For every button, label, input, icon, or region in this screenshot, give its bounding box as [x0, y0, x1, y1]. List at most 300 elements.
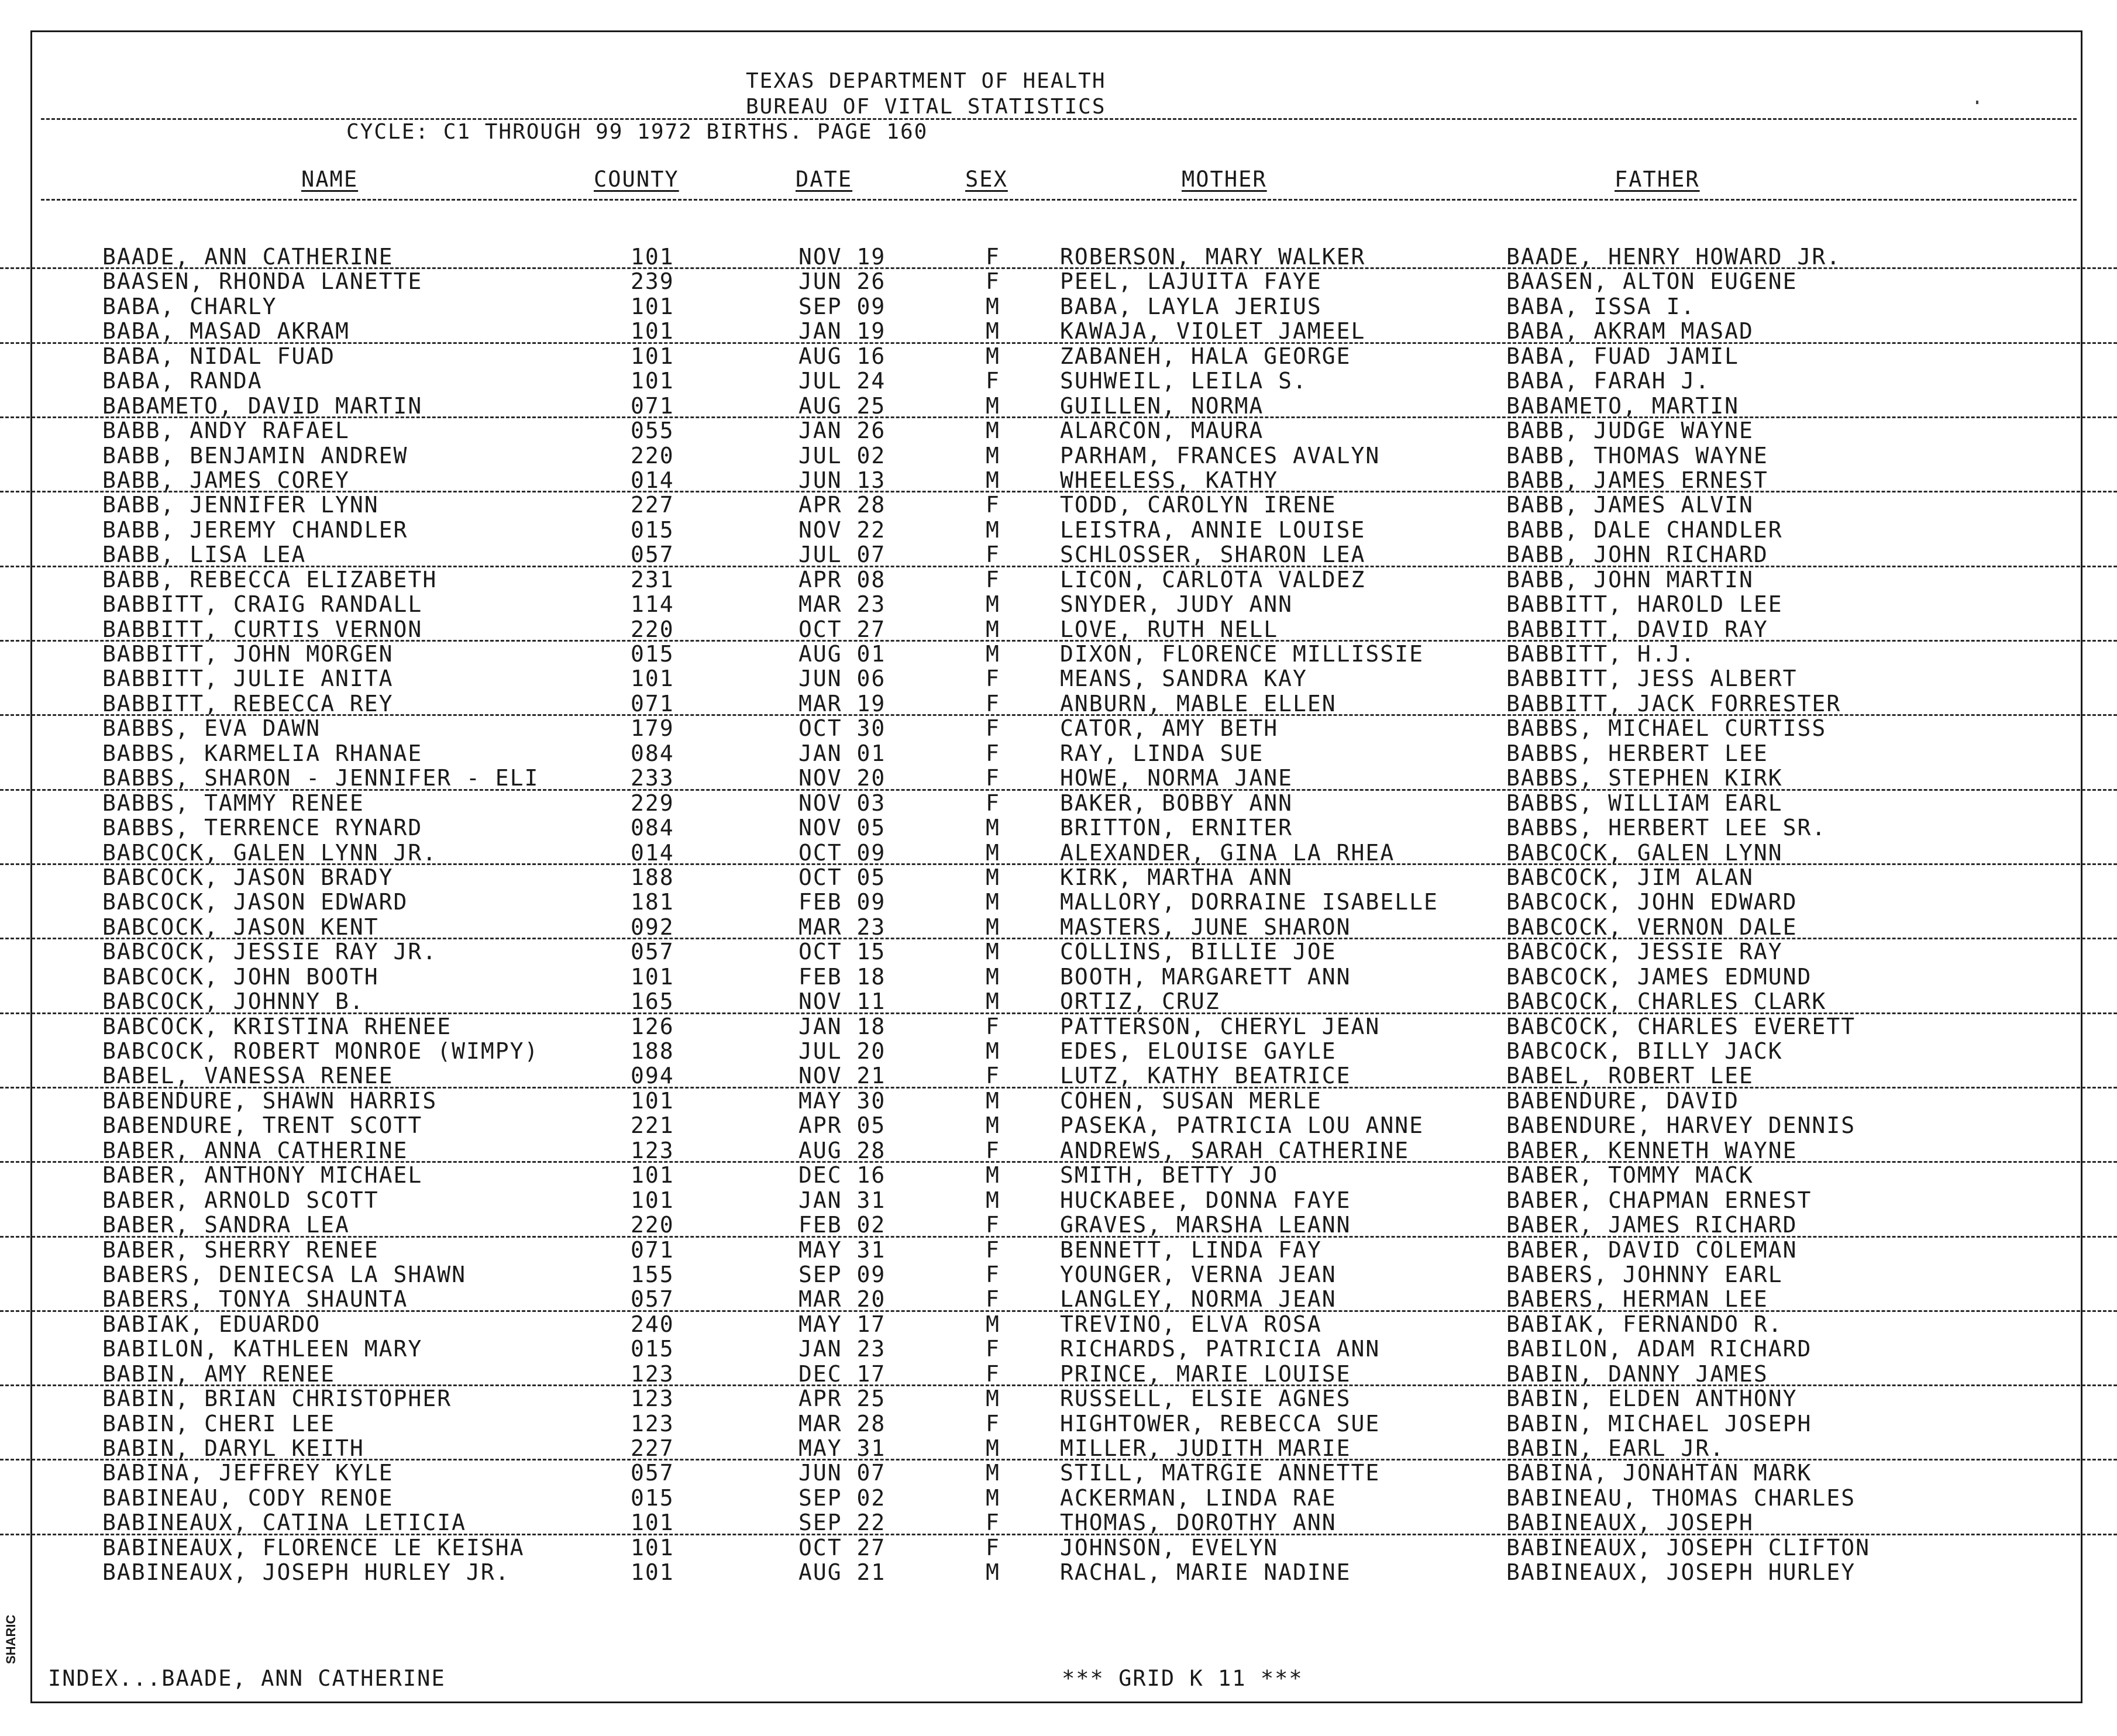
cell-mother: LOVE, RUTH NELL [1060, 616, 1279, 642]
cell-father: BABIN, ELDEN ANTHONY [1506, 1386, 1798, 1412]
cell-mother: YOUNGER, VERNA JEAN [1060, 1261, 1337, 1287]
cell-father: BAASEN, ALTON EUGENE [1506, 268, 1798, 295]
cell-name: BABA, NIDAL FUAD [102, 343, 336, 369]
cell-sex: F [986, 244, 1000, 270]
cell-mother: BAKER, BOBBY ANN [1060, 790, 1293, 816]
cell-county: 123 [631, 1386, 674, 1412]
table-row [0, 666, 2117, 691]
cell-county: 188 [631, 1038, 674, 1064]
table-row [0, 815, 2117, 840]
cell-county: 123 [631, 1137, 674, 1163]
cell-date: JAN 19 [798, 318, 886, 345]
cell-father: BABCOCK, JIM ALAN [1506, 864, 1754, 890]
cell-name: BABBITT, CRAIG RANDALL [102, 591, 423, 618]
cell-sex: F [986, 1510, 1000, 1536]
cell-mother: COHEN, SUSAN MERLE [1060, 1087, 1322, 1114]
cell-county: 181 [631, 889, 674, 915]
cell-name: BABEL, VANESSA RENEE [102, 1063, 394, 1089]
cell-mother: BENNETT, LINDA FAY [1060, 1236, 1322, 1263]
cell-sex: F [986, 1410, 1000, 1437]
cell-name: BABIN, DARYL KEITH [102, 1435, 364, 1461]
cell-sex: M [986, 591, 1000, 618]
table-row [0, 1411, 2117, 1436]
cell-father: BABBITT, DAVID RAY [1506, 616, 1768, 642]
cell-date: JAN 23 [798, 1336, 886, 1362]
cell-mother: MEANS, SANDRA KAY [1060, 666, 1307, 692]
table-row [0, 1213, 2117, 1237]
cell-father: BABEL, ROBERT LEE [1506, 1063, 1754, 1089]
cell-father: BABERS, JOHNNY EARL [1506, 1261, 1783, 1287]
cell-sex: F [986, 1261, 1000, 1287]
cell-name: BABBITT, JOHN MORGEN [102, 641, 394, 667]
cell-date: JAN 31 [798, 1187, 886, 1213]
cell-father: BABILON, ADAM RICHARD [1506, 1336, 1812, 1362]
cell-sex: M [986, 1038, 1000, 1064]
cell-county: 071 [631, 392, 674, 419]
cell-sex: F [986, 1360, 1000, 1387]
col-head-name: NAME [301, 167, 359, 192]
cell-mother: BRITTON, ERNITER [1060, 815, 1293, 841]
cell-date: JUL 02 [798, 442, 886, 469]
cell-name: BABBITT, CURTIS VERNON [102, 616, 423, 642]
table-row [0, 989, 2117, 1014]
footer-grid: *** GRID K 11 *** [1062, 1666, 1303, 1691]
cell-county: 221 [631, 1112, 674, 1139]
cell-date: MAY 31 [798, 1435, 886, 1461]
cell-mother: WHEELESS, KATHY [1060, 467, 1279, 493]
table-row [0, 1238, 2117, 1262]
table-row [0, 492, 2117, 517]
cell-name: BABINEAU, CODY RENOE [102, 1484, 394, 1511]
cell-sex: F [986, 1236, 1000, 1263]
cell-county: 101 [631, 293, 674, 319]
table-row [0, 1287, 2117, 1311]
cell-date: MAR 20 [798, 1286, 886, 1313]
cell-name: BABINEAUX, JOSEPH HURLEY JR. [102, 1559, 510, 1586]
cell-father: BABB, JAMES ERNEST [1506, 467, 1768, 493]
cell-mother: TREVINO, ELVA ROSA [1060, 1311, 1322, 1337]
cell-sex: M [986, 1559, 1000, 1586]
table-row [0, 1486, 2117, 1510]
cell-mother: KIRK, MARTHA ANN [1060, 864, 1293, 890]
table-row [0, 368, 2117, 393]
cell-date: FEB 18 [798, 963, 886, 990]
cell-county: 227 [631, 492, 674, 518]
cell-father: BABBS, STEPHEN KIRK [1506, 765, 1783, 791]
table-row [0, 244, 2117, 269]
footer-index: INDEX...BAADE, ANN CATHERINE [48, 1666, 446, 1691]
cell-mother: LUTZ, KATHY BEATRICE [1060, 1063, 1351, 1089]
cell-mother: PARHAM, FRANCES AVALYN [1060, 442, 1381, 469]
cell-father: BABB, JUDGE WAYNE [1506, 418, 1754, 444]
cell-county: 101 [631, 1510, 674, 1536]
cell-county: 014 [631, 467, 674, 493]
cell-name: BABCOCK, JOHN BOOTH [102, 963, 379, 990]
cell-date: NOV 21 [798, 1063, 886, 1089]
cell-sex: M [986, 1484, 1000, 1511]
cell-mother: RUSSELL, ELSIE AGNES [1060, 1386, 1351, 1412]
cell-date: JUN 13 [798, 467, 886, 493]
cell-sex: M [986, 1187, 1000, 1213]
cell-mother: PRINCE, MARIE LOUISE [1060, 1360, 1351, 1387]
table-row [0, 865, 2117, 890]
cell-father: BABA, FUAD JAMIL [1506, 343, 1740, 369]
table-row [0, 418, 2117, 443]
cell-mother: GRAVES, MARSHA LEANN [1060, 1212, 1351, 1238]
cell-sex: F [986, 715, 1000, 742]
cell-county: 101 [631, 368, 674, 394]
cell-father: BABIN, EARL JR. [1506, 1435, 1725, 1461]
cell-sex: F [986, 1137, 1000, 1163]
cell-name: BABINA, JEFFREY KYLE [102, 1460, 394, 1486]
cell-county: 015 [631, 516, 674, 543]
cell-county: 101 [631, 318, 674, 345]
cell-sex: M [986, 1435, 1000, 1461]
cell-father: BABB, JOHN RICHARD [1506, 542, 1768, 568]
cell-mother: SCHLOSSER, SHARON LEA [1060, 542, 1366, 568]
table-row [0, 617, 2117, 642]
table-row [0, 269, 2117, 294]
cell-county: 057 [631, 1286, 674, 1313]
cell-county: 101 [631, 244, 674, 270]
cell-mother: MALLORY, DORRAINE ISABELLE [1060, 889, 1438, 915]
table-row [0, 642, 2117, 666]
cell-sex: M [986, 293, 1000, 319]
cell-father: BABIN, DANNY JAMES [1506, 1360, 1768, 1387]
cell-father: BABBITT, HAROLD LEE [1506, 591, 1783, 618]
cell-mother: SUHWEIL, LEILA S. [1060, 368, 1307, 394]
cell-name: BABB, ANDY RAFAEL [102, 418, 350, 444]
cell-county: 165 [631, 988, 674, 1015]
cell-father: BABER, JAMES RICHARD [1506, 1212, 1798, 1238]
cell-name: BAASEN, RHONDA LANETTE [102, 268, 423, 295]
scan-speck [1976, 101, 1978, 104]
cell-mother: SMITH, BETTY JO [1060, 1162, 1279, 1189]
cell-mother: BOOTH, MARGARETT ANN [1060, 963, 1351, 990]
table-row [0, 1262, 2117, 1287]
cell-date: OCT 05 [798, 864, 886, 890]
cell-father: BABCOCK, JOHN EDWARD [1506, 889, 1798, 915]
cell-sex: F [986, 492, 1000, 518]
cell-name: BABILON, KATHLEEN MARY [102, 1336, 423, 1362]
cell-name: BABBITT, JULIE ANITA [102, 666, 394, 692]
cell-mother: LANGLEY, NORMA JEAN [1060, 1286, 1337, 1313]
cell-sex: M [986, 418, 1000, 444]
cell-name: BABAMETO, DAVID MARTIN [102, 392, 423, 419]
cell-father: BABBS, WILLIAM EARL [1506, 790, 1783, 816]
table-row [0, 1386, 2117, 1411]
cell-county: 084 [631, 815, 674, 841]
cell-date: OCT 09 [798, 839, 886, 866]
table-row [0, 1436, 2117, 1461]
cell-county: 220 [631, 442, 674, 469]
cell-sex: F [986, 1286, 1000, 1313]
cell-county: 057 [631, 1460, 674, 1486]
cell-mother: ANDREWS, SARAH CATHERINE [1060, 1137, 1410, 1163]
table-row [0, 592, 2117, 616]
side-tag: SHARIC [4, 1614, 18, 1664]
cell-county: 227 [631, 1435, 674, 1461]
cell-date: MAY 31 [798, 1236, 886, 1263]
cell-date: OCT 27 [798, 616, 886, 642]
cell-date: JUN 26 [798, 268, 886, 295]
table-row [0, 890, 2117, 914]
cell-father: BABCOCK, BILLY JACK [1506, 1038, 1783, 1064]
cell-county: 233 [631, 765, 674, 791]
cell-county: 101 [631, 963, 674, 990]
cell-sex: M [986, 641, 1000, 667]
cell-name: BABCOCK, JOHNNY B. [102, 988, 364, 1015]
cell-father: BABB, JAMES ALVIN [1506, 492, 1754, 518]
cell-mother: BABA, LAYLA JERIUS [1060, 293, 1322, 319]
cell-county: 179 [631, 715, 674, 742]
cell-county: 015 [631, 641, 674, 667]
cell-father: BABCOCK, JAMES EDMUND [1506, 963, 1812, 990]
table-row [0, 716, 2117, 740]
cell-county: 071 [631, 690, 674, 717]
table-row [0, 468, 2117, 492]
cell-sex: M [986, 1087, 1000, 1114]
cell-sex: F [986, 1063, 1000, 1089]
cell-father: BABBITT, JACK FORRESTER [1506, 690, 1841, 717]
table-row [0, 741, 2117, 766]
cell-father: BABAMETO, MARTIN [1506, 392, 1740, 419]
cell-county: 057 [631, 542, 674, 568]
cell-name: BABIN, BRIAN CHRISTOPHER [102, 1386, 452, 1412]
cell-father: BABA, ISSA I. [1506, 293, 1696, 319]
cell-county: 239 [631, 268, 674, 295]
cell-sex: F [986, 1534, 1000, 1561]
cell-mother: CATOR, AMY BETH [1060, 715, 1279, 742]
cell-date: AUG 16 [798, 343, 886, 369]
cell-name: BABIN, AMY RENEE [102, 1360, 336, 1387]
cell-father: BABERS, HERMAN LEE [1506, 1286, 1768, 1313]
table-row [0, 1014, 2117, 1039]
cell-father: BABINEAU, THOMAS CHARLES [1506, 1484, 1856, 1511]
cell-sex: M [986, 442, 1000, 469]
cell-sex: F [986, 566, 1000, 593]
cell-father: BABIN, MICHAEL JOSEPH [1506, 1410, 1812, 1437]
cell-date: OCT 30 [798, 715, 886, 742]
cell-date: JUL 20 [798, 1038, 886, 1064]
cell-county: 155 [631, 1261, 674, 1287]
cell-date: APR 08 [798, 566, 886, 593]
cell-mother: DIXON, FLORENCE MILLISSIE [1060, 641, 1424, 667]
cell-mother: KAWAJA, VIOLET JAMEEL [1060, 318, 1366, 345]
table-row [0, 965, 2117, 989]
cell-mother: RACHAL, MARIE NADINE [1060, 1559, 1351, 1586]
cell-date: DEC 17 [798, 1360, 886, 1387]
cell-date: MAY 17 [798, 1311, 886, 1337]
cell-mother: HOWE, NORMA JANE [1060, 765, 1293, 791]
table-row [0, 1188, 2117, 1213]
cell-mother: RICHARDS, PATRICIA ANN [1060, 1336, 1381, 1362]
col-head-sex: SEX [965, 167, 1008, 192]
cell-mother: ALEXANDER, GINA LA RHEA [1060, 839, 1395, 866]
cell-name: BABBS, TERRENCE RYNARD [102, 815, 423, 841]
cell-date: JAN 01 [798, 740, 886, 766]
cell-sex: M [986, 1112, 1000, 1139]
cell-father: BABBITT, JESS ALBERT [1506, 666, 1798, 692]
cell-mother: PASEKA, PATRICIA LOU ANNE [1060, 1112, 1424, 1139]
cell-sex: F [986, 790, 1000, 816]
cell-date: NOV 05 [798, 815, 886, 841]
cell-county: 101 [631, 343, 674, 369]
cell-father: BABINEAUX, JOSEPH CLIFTON [1506, 1534, 1870, 1561]
table-row [0, 319, 2117, 343]
cell-father: BABCOCK, CHARLES EVERETT [1506, 1013, 1856, 1039]
table-row [0, 841, 2117, 865]
cell-father: BABINA, JONAHTAN MARK [1506, 1460, 1812, 1486]
cell-father: BABER, TOMMY MACK [1506, 1162, 1754, 1189]
cell-date: MAR 23 [798, 914, 886, 940]
cell-name: BABERS, TONYA SHAUNTA [102, 1286, 408, 1313]
cell-date: APR 25 [798, 1386, 886, 1412]
cell-name: BABB, JEREMY CHANDLER [102, 516, 408, 543]
cell-date: SEP 09 [798, 293, 886, 319]
cell-sex: M [986, 392, 1000, 419]
cell-sex: F [986, 368, 1000, 394]
cell-county: 101 [631, 1162, 674, 1189]
cell-father: BAADE, HENRY HOWARD JR. [1506, 244, 1841, 270]
cell-father: BABBS, MICHAEL CURTISS [1506, 715, 1827, 742]
cell-date: JUN 07 [798, 1460, 886, 1486]
cell-date: DEC 16 [798, 1162, 886, 1189]
cell-name: BABINEAUX, FLORENCE LE KEISHA [102, 1534, 525, 1561]
cell-date: AUG 25 [798, 392, 886, 419]
table-row [0, 518, 2117, 542]
cell-father: BABENDURE, DAVID [1506, 1087, 1740, 1114]
cell-county: 084 [631, 740, 674, 766]
table-row [0, 1039, 2117, 1063]
cell-name: BABCOCK, KRISTINA RHENEE [102, 1013, 452, 1039]
cell-county: 057 [631, 939, 674, 965]
table-row [0, 791, 2117, 815]
cell-date: AUG 01 [798, 641, 886, 667]
cell-name: BABENDURE, TRENT SCOTT [102, 1112, 423, 1139]
cell-father: BABCOCK, GALEN LYNN [1506, 839, 1783, 866]
cell-date: MAR 28 [798, 1410, 886, 1437]
cell-mother: PEEL, LAJUITA FAYE [1060, 268, 1322, 295]
cell-name: BABCOCK, ROBERT MONROE (WIMPY) [102, 1038, 539, 1064]
cell-county: 101 [631, 1559, 674, 1586]
cell-mother: PATTERSON, CHERYL JEAN [1060, 1013, 1381, 1039]
cell-father: BABENDURE, HARVEY DENNIS [1506, 1112, 1856, 1139]
table-row [0, 1337, 2117, 1361]
cell-mother: ALARCON, MAURA [1060, 418, 1264, 444]
cell-sex: F [986, 1336, 1000, 1362]
cell-mother: ANBURN, MABLE ELLEN [1060, 690, 1337, 717]
cell-date: SEP 09 [798, 1261, 886, 1287]
cell-father: BABCOCK, JESSIE RAY [1506, 939, 1783, 965]
cell-date: NOV 19 [798, 244, 886, 270]
table-row [0, 1138, 2117, 1163]
table-row [0, 1113, 2117, 1138]
cell-name: BABCOCK, JASON BRADY [102, 864, 394, 890]
cell-name: BAADE, ANN CATHERINE [102, 244, 394, 270]
cell-name: BABBITT, REBECCA REY [102, 690, 394, 717]
cell-name: BABB, REBECCA ELIZABETH [102, 566, 438, 593]
cell-name: BABERS, DENIECSA LA SHAWN [102, 1261, 466, 1287]
cell-father: BABA, AKRAM MASAD [1506, 318, 1754, 345]
col-head-mother: MOTHER [1182, 167, 1267, 192]
table-row [0, 1089, 2117, 1113]
cell-sex: F [986, 690, 1000, 717]
cell-name: BABBS, KARMELIA RHANAE [102, 740, 423, 766]
cell-county: 101 [631, 1534, 674, 1561]
cell-sex: M [986, 467, 1000, 493]
cell-name: BABER, ARNOLD SCOTT [102, 1187, 379, 1213]
cell-date: AUG 28 [798, 1137, 886, 1163]
cell-name: BABBS, TAMMY RENEE [102, 790, 364, 816]
cell-father: BABINEAUX, JOSEPH HURLEY [1506, 1559, 1856, 1586]
cell-date: JUL 24 [798, 368, 886, 394]
cell-sex: M [986, 988, 1000, 1015]
cell-sex: F [986, 542, 1000, 568]
table-row [0, 1535, 2117, 1560]
cell-date: FEB 09 [798, 889, 886, 915]
cell-father: BABB, DALE CHANDLER [1506, 516, 1783, 543]
cell-name: BABCOCK, JASON EDWARD [102, 889, 408, 915]
cell-county: 015 [631, 1336, 674, 1362]
cell-name: BABA, CHARLY [102, 293, 277, 319]
cell-mother: TODD, CAROLYN IRENE [1060, 492, 1337, 518]
cell-date: AUG 21 [798, 1559, 886, 1586]
cell-sex: M [986, 1386, 1000, 1412]
table-row [0, 691, 2117, 716]
cell-county: 220 [631, 1212, 674, 1238]
cell-county: 123 [631, 1410, 674, 1437]
cell-sex: M [986, 343, 1000, 369]
table-row [0, 1560, 2117, 1585]
cell-sex: M [986, 839, 1000, 866]
cell-mother: THOMAS, DOROTHY ANN [1060, 1510, 1337, 1536]
cell-date: JAN 26 [798, 418, 886, 444]
cell-date: MAY 30 [798, 1087, 886, 1114]
cell-sex: F [986, 740, 1000, 766]
cell-father: BABBS, HERBERT LEE [1506, 740, 1768, 766]
col-head-father: FATHER [1615, 167, 1700, 192]
cell-sex: F [986, 1212, 1000, 1238]
table-row [0, 1510, 2117, 1535]
cell-county: 071 [631, 1236, 674, 1263]
cell-mother: ROBERSON, MARY WALKER [1060, 244, 1366, 270]
cell-name: BABB, LISA LEA [102, 542, 307, 568]
cell-sex: F [986, 1013, 1000, 1039]
cell-father: BABIAK, FERNANDO R. [1506, 1311, 1783, 1337]
table-row [0, 1063, 2117, 1088]
cell-sex: M [986, 516, 1000, 543]
cell-mother: MASTERS, JUNE SHARON [1060, 914, 1351, 940]
table-row [0, 1163, 2117, 1187]
table-row [0, 542, 2117, 567]
cell-county: 114 [631, 591, 674, 618]
cell-mother: STILL, MATRGIE ANNETTE [1060, 1460, 1381, 1486]
cell-county: 055 [631, 418, 674, 444]
cell-sex: M [986, 914, 1000, 940]
cell-mother: GUILLEN, NORMA [1060, 392, 1264, 419]
cell-mother: COLLINS, BILLIE JOE [1060, 939, 1337, 965]
cell-county: 092 [631, 914, 674, 940]
cell-name: BABINEAUX, CATINA LETICIA [102, 1510, 466, 1536]
cell-father: BABER, DAVID COLEMAN [1506, 1236, 1798, 1263]
cell-date: OCT 15 [798, 939, 886, 965]
table-row [0, 766, 2117, 790]
cell-mother: JOHNSON, EVELYN [1060, 1534, 1279, 1561]
cell-county: 101 [631, 1187, 674, 1213]
cell-mother: HUCKABEE, DONNA FAYE [1060, 1187, 1351, 1213]
cell-county: 101 [631, 666, 674, 692]
